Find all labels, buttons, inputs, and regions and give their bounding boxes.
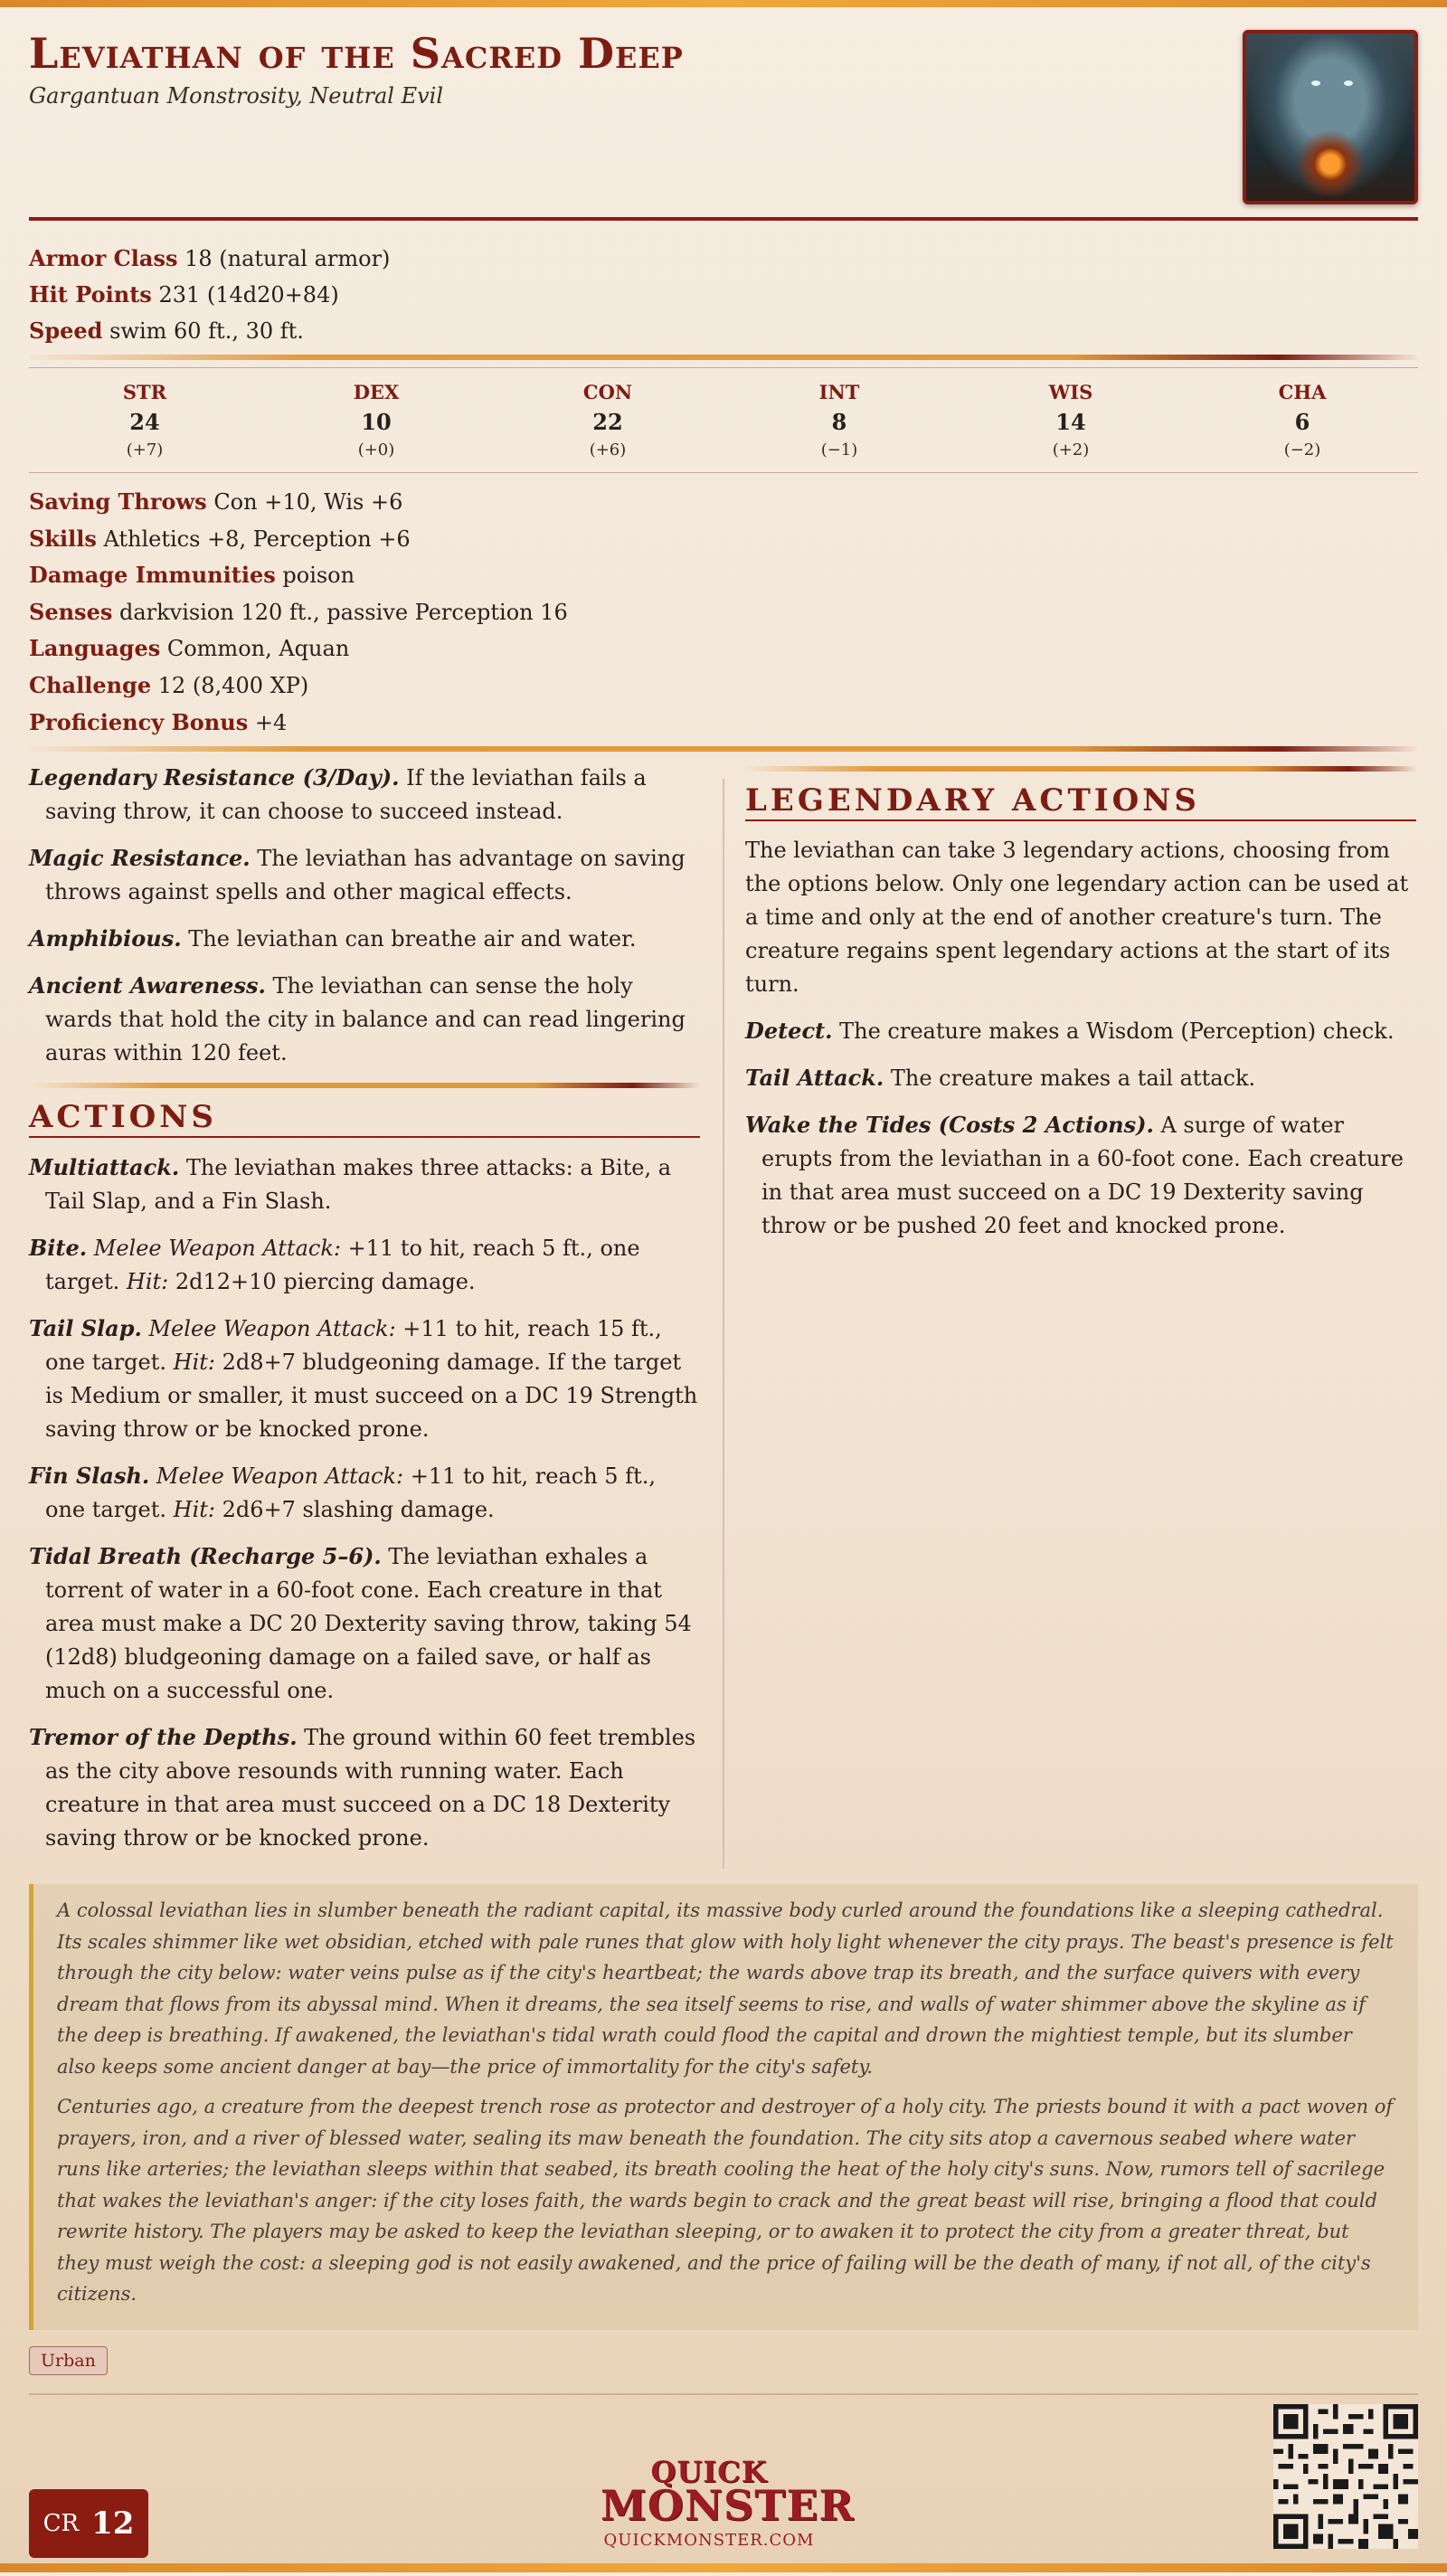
ability-modifier: (−1) — [820, 440, 858, 459]
logo-line-1: QUICK — [650, 2454, 768, 2489]
challenge-label: Challenge — [29, 671, 152, 698]
portrait-eye-right — [1344, 80, 1353, 86]
monster-portrait[interactable] — [1243, 30, 1418, 204]
monster-type: Gargantuan Monstrosity, Neutral Evil — [29, 83, 444, 109]
damage-text: 2d8+7 bludgeoning damage. If the target is Medium or smaller, it must succeed on a DC 19 Strength saving throw or be knocked prone. — [45, 1350, 698, 1443]
ability-cha — [1187, 381, 1418, 459]
two-column-body — [29, 761, 1418, 1868]
cr-label: CR — [43, 2509, 80, 2537]
damage-text: 2d6+7 slashing damage. — [214, 1497, 495, 1523]
trait-legendary-resistance — [29, 761, 700, 829]
attack-type: Melee Weapon Attack: — [156, 1463, 404, 1490]
ability-modifier: (−2) — [1283, 440, 1321, 459]
proficiency-row — [29, 705, 1418, 742]
environment-tag[interactable]: Urban — [29, 2346, 108, 2375]
trait-text: The leviathan has advantage on saving throws against spells and other magical effects. — [45, 846, 686, 905]
top-accent-bar — [0, 0, 1447, 7]
languages-label: Languages — [29, 635, 161, 662]
attack-type: Melee Weapon Attack: — [148, 1316, 396, 1342]
ability-wis — [955, 381, 1187, 459]
divider-rule — [29, 1083, 700, 1088]
senses-value: darkvision 120 ft., passive Perception 16 — [118, 599, 568, 625]
skills-label: Skills — [29, 525, 97, 552]
monster-header — [29, 27, 1418, 221]
ability-modifier: (+7) — [126, 440, 164, 459]
ability-name: CHA — [1278, 381, 1327, 403]
trait-name: Legendary Resistance (3/Day). — [29, 764, 400, 791]
legendary-wake-the-tides — [745, 1108, 1416, 1243]
qr-code-icon[interactable] — [1273, 2404, 1418, 2549]
action-name: Bite. — [29, 1235, 88, 1262]
action-name: Fin Slash. — [29, 1463, 150, 1490]
legendary-actions-heading: LEGENDARY ACTIONS — [745, 784, 1416, 821]
ability-modifier: (+0) — [357, 440, 395, 459]
legendary-name: Wake the Tides (Costs 2 Actions). — [745, 1112, 1154, 1139]
ability-name: STR — [122, 381, 167, 403]
proficiency-label: Proficiency Bonus — [29, 708, 249, 735]
divider-rule — [29, 355, 1418, 360]
trait-name: Magic Resistance. — [29, 845, 251, 872]
left-column — [29, 761, 700, 1868]
ability-name: CON — [582, 381, 633, 403]
trait-name: Ancient Awareness. — [29, 972, 266, 999]
trait-ancient-awareness — [29, 969, 700, 1070]
skills-row — [29, 521, 1418, 558]
action-name: Multiattack. — [29, 1154, 180, 1181]
ability-name: DEX — [353, 381, 400, 403]
damage-immunities-label: Damage Immunities — [29, 562, 276, 589]
senses-label: Senses — [29, 598, 113, 625]
action-bite — [29, 1231, 700, 1299]
trait-text: The leviathan can sense the holy wards that hold the city in balance and can read lingering auras within 120 feet. — [45, 973, 686, 1066]
legendary-name: Tail Attack. — [745, 1065, 884, 1092]
trait-amphibious — [29, 922, 700, 956]
trait-magic-resistance — [29, 841, 700, 909]
legendary-name: Detect. — [745, 1018, 833, 1045]
ability-int — [724, 381, 955, 459]
legendary-text: The creature makes a tail attack. — [884, 1065, 1256, 1092]
divider-rule — [29, 746, 1418, 752]
footer — [29, 2395, 1418, 2576]
action-tail-slap — [29, 1312, 700, 1446]
ability-modifier: (+2) — [1052, 440, 1090, 459]
ability-scores — [29, 367, 1418, 473]
action-multiattack — [29, 1151, 700, 1218]
action-text: The ground within 60 feet trembles as the city above resounds with running water. Each creature in that area must succeed on a DC 18 Dexterity saving throw or be knocked prone. — [45, 1725, 696, 1852]
armor-class-row — [29, 241, 1418, 277]
ability-name: INT — [818, 381, 860, 403]
hit-points-row — [29, 277, 1418, 313]
trait-name: Amphibious. — [29, 925, 182, 952]
bottom-accent-bar — [0, 2563, 1447, 2572]
secondary-stats — [29, 473, 1418, 741]
speed-label: Speed — [29, 317, 103, 344]
monster-name: Leviathan of the Sacred Deep — [29, 29, 684, 78]
action-tidal-breath — [29, 1539, 700, 1708]
challenge-rating-badge — [29, 2489, 148, 2558]
ability-name: WIS — [1048, 381, 1093, 403]
armor-class-label: Armor Class — [29, 245, 178, 271]
attack-text: +11 to hit, reach 5 ft., one target. — [45, 1236, 640, 1295]
saving-throws-value: Con +10, Wis +6 — [213, 489, 403, 515]
legendary-text: The creature makes a Wisdom (Perception) check. — [832, 1018, 1395, 1045]
actions-heading: ACTIONS — [29, 1101, 700, 1138]
quickmonster-logo[interactable] — [601, 2454, 855, 2550]
flavor-paragraph: A colossal leviathan lies in slumber beneath the radiant capital, its massive body curled around the foundations like a sleeping cathedral. Its scales shimmer like wet obsidian, etched with pale runes that glow with holy light whenever the city prays. The beast's presence is felt through the city below: water veins pulse as if the city's heartbeat; the wards above trap its breath, and the surface quivers with every dream that flows from its abyssal mind. When it dreams, the sea itself seems to rise, and walls of water shimmer above the skyline as if the deep is breathing. If awakened, the leviathan's tidal wrath could flood the capital and drown the mightiest temple, but its slumber also keeps some ancient danger at bay—the price of immortality for the city's safety. — [57, 1899, 1394, 2078]
ability-score: 10 — [361, 409, 392, 435]
ability-score: 8 — [831, 409, 847, 435]
flavor-paragraph: Centuries ago, a creature from the deepest trench rose as protector and destroyer of a holy city. The priests bound it with a pact woven of prayers, iron, and a river of blessed water, sealing its maw beneath the foundation. The city sits atop a cavernous seabed where water runs like arteries; the leviathan sleeps within that seabed, its breath cooling the heat of the holy city's suns. Now, rumors tell of sacrilege that wakes the leviathan's anger: if the city loses faith, the wards begin to crack and the great beast will rise, bringing a flood that could rewrite history. The players may be asked to keep the leviathan sleeping, or to awaken it to protect the city from a greater threat, but they must weigh the cost: a sleeping god is not easily awakened, and the price of failing will be the death of many, if not all, of the city's citizens. — [57, 2096, 1394, 2306]
ability-score: 24 — [129, 409, 160, 435]
hit-points-label: Hit Points — [29, 281, 152, 308]
logo-url[interactable]: QUICKMONSTER.COM — [603, 2530, 815, 2550]
hit-label: Hit: — [173, 1350, 215, 1376]
legendary-tail-attack — [745, 1061, 1416, 1095]
legendary-intro: The leviathan can take 3 legendary actions, choosing from the options below. Only one legendary action can be used at a time and only at the end of another creature's turn. The creature regains spent legendary actions at the start of its turn. — [745, 838, 1409, 998]
action-name: Tail Slap. — [29, 1315, 142, 1342]
legendary-text: A surge of water erupts from the leviathan in a 60-foot cone. Each creature in that area must succeed on a DC 19 Dexterity saving throw or be pushed 20 feet and knocked prone. — [761, 1113, 1404, 1239]
saving-throws-row — [29, 484, 1418, 521]
challenge-value: 12 (8,400 XP) — [157, 672, 309, 698]
damage-immunities-value: poison — [282, 563, 355, 589]
ability-dex — [260, 381, 492, 459]
ability-score: 6 — [1294, 409, 1310, 435]
portrait-eye-left — [1311, 80, 1320, 86]
action-text: The leviathan exhales a torrent of water in a 60-foot cone. Each creature in that area must make a DC 20 Dexterity saving throw, taking 54 (12d8) bludgeoning damage on a failed save, or half as much on a successful one. — [45, 1544, 692, 1704]
core-stats — [29, 221, 1418, 349]
ability-modifier: (+6) — [589, 440, 627, 459]
cr-value: 12 — [91, 2505, 135, 2542]
skills-value: Athletics +8, Perception +6 — [103, 526, 411, 552]
ability-con — [492, 381, 724, 459]
challenge-row — [29, 668, 1418, 705]
damage-immunities-row — [29, 557, 1418, 594]
saving-throws-label: Saving Throws — [29, 488, 207, 515]
damage-text: 2d12+10 piercing damage. — [168, 1269, 476, 1295]
action-fin-slash — [29, 1459, 700, 1527]
ability-score: 14 — [1055, 409, 1086, 435]
languages-row — [29, 630, 1418, 668]
hit-label: Hit: — [126, 1269, 169, 1295]
action-name: Tremor of the Depths. — [29, 1724, 298, 1751]
action-text: The leviathan makes three attacks: a Bite, a Tail Slap, and a Fin Slash. — [45, 1155, 672, 1215]
action-name: Tidal Breath (Recharge 5–6). — [29, 1543, 382, 1570]
hit-points-value: 231 (14d20+84) — [158, 282, 339, 308]
trait-text: If the leviathan fails a saving throw, it can choose to succeed instead. — [45, 765, 647, 825]
languages-value: Common, Aquan — [166, 636, 350, 662]
logo-line-2: MONSTER — [601, 2480, 855, 2530]
flavor-text — [29, 1884, 1418, 2330]
divider-rule — [745, 766, 1416, 772]
action-tremor — [29, 1720, 700, 1855]
proficiency-value: +4 — [254, 709, 288, 735]
trait-text: The leviathan can breathe air and water. — [181, 926, 637, 952]
attack-type: Melee Weapon Attack: — [93, 1236, 341, 1262]
senses-row — [29, 594, 1418, 631]
speed-value: swim 60 ft., 30 ft. — [109, 318, 304, 344]
column-divider — [723, 779, 724, 1869]
hit-label: Hit: — [173, 1497, 215, 1523]
attack-text: +11 to hit, reach 15 ft., one target. — [45, 1316, 662, 1376]
speed-row — [29, 313, 1418, 349]
ability-score: 22 — [592, 409, 623, 435]
armor-class-value: 18 (natural armor) — [184, 246, 391, 271]
attack-text: +11 to hit, reach 5 ft., one target. — [45, 1463, 656, 1523]
legendary-detect — [745, 1014, 1416, 1048]
stat-block — [29, 27, 1418, 2576]
ability-str — [29, 381, 260, 459]
right-column — [745, 761, 1416, 1868]
